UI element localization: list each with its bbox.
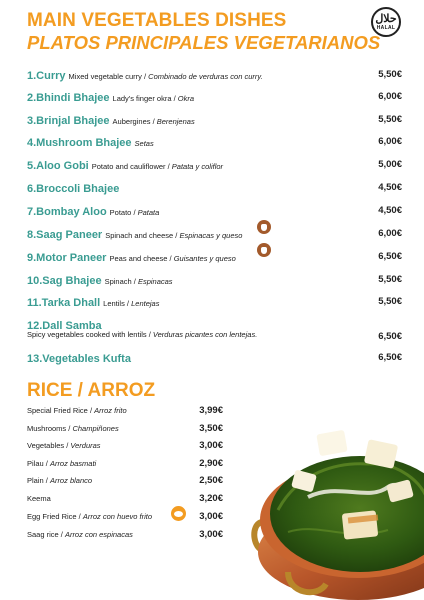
rice-name: Vegetables / [27, 441, 71, 450]
rice-row [27, 512, 223, 526]
dish-row [27, 349, 402, 369]
dish-name: 11.Tarka Dhall [27, 297, 101, 309]
dish-desc: Spinach / [104, 277, 138, 286]
rice-name-es: Champiñones [72, 424, 119, 433]
rice-name-es: Arroz con espinacas [64, 530, 133, 539]
dish-desc: Aubergines / [112, 117, 157, 126]
dish-name: 7.Bombay Aloo [27, 206, 107, 218]
dish-price: 6,00€ [378, 228, 402, 239]
rice-price: 3,20€ [199, 493, 223, 504]
rice-row [27, 441, 223, 455]
rice-price: 2,50€ [199, 475, 223, 486]
rice-section-title: RICE / ARROZ [27, 380, 156, 401]
dish-desc: Spicy vegetables cooked with lentils / [27, 330, 153, 339]
dish-desc-es: Lentejas [131, 299, 160, 308]
dish-name: 12.Dall Samba [27, 320, 102, 332]
dish-name: 10.Sag Bhajee [27, 275, 102, 287]
dish-price: 5,50€ [378, 274, 402, 285]
dish-desc-es: Combinado de verduras con curry. [148, 72, 263, 81]
dish-price: 5,50€ [378, 296, 402, 307]
dish-desc: Peas and cheese / [109, 254, 174, 263]
section-title-es: PLATOS PRINCIPALES VEGETARIANOS [27, 32, 381, 53]
dish-row [27, 316, 402, 346]
dish-row [27, 156, 402, 176]
rice-name-es: Arroz blanco [49, 476, 93, 485]
dish-desc-es: Patata y coliflor [171, 162, 224, 171]
dish-price: 6,50€ [378, 331, 402, 342]
rice-name: Plain / [27, 476, 50, 485]
rice-price: 3,50€ [199, 423, 223, 434]
dish-name: 6.Broccoli Bhajee [27, 183, 120, 195]
dish-price: 6,50€ [378, 352, 402, 363]
dish-desc-es: Guisantes y queso [173, 254, 236, 263]
dish-desc-es: Berenjenas [156, 117, 195, 126]
dish-row [27, 179, 402, 199]
dish-price: 5,50€ [378, 114, 402, 125]
rice-name-es: Verduras [70, 441, 101, 450]
dish-name: 9.Motor Paneer [27, 252, 107, 264]
dish-name: 1.Curry [27, 70, 66, 82]
halal-arabic-text: حلال [375, 12, 397, 25]
dish-row [27, 293, 402, 313]
dish-desc-es: Setas [134, 139, 154, 148]
dish-name: 4.Mushroom Bhajee [27, 137, 132, 149]
rice-name: Egg Fried Rice / [27, 512, 83, 521]
dish-desc: Spinach and cheese / [105, 231, 180, 240]
rice-row [27, 424, 223, 438]
dish-desc: Potato / [109, 208, 138, 217]
dish-name: 2.Bhindi Bhajee [27, 92, 110, 104]
rice-row [27, 476, 223, 490]
egg-icon [171, 506, 186, 521]
dish-row [27, 66, 402, 86]
rice-price: 2,90€ [199, 458, 223, 469]
halal-text: HALAL [376, 24, 396, 31]
dish-desc: Mixed vegetable curry / [68, 72, 149, 81]
dish-desc-es: Espinacas y queso [179, 231, 243, 240]
dish-desc-es: Patata [137, 208, 160, 217]
dish-name: 8.Saag Paneer [27, 229, 103, 241]
dish-price: 5,00€ [378, 159, 402, 170]
rice-name-es: Arroz frito [94, 406, 127, 415]
dish-row [27, 88, 402, 108]
dish-row [27, 248, 402, 268]
dish-price: 4,50€ [378, 182, 402, 193]
dish-name: 13.Vegetables Kufta [27, 353, 131, 365]
dish-price: 6,50€ [378, 251, 402, 262]
saag-paneer-photo [248, 402, 424, 600]
dish-row [27, 111, 402, 131]
rice-name: Pilau / [27, 459, 50, 468]
dish-row [27, 225, 402, 245]
dish-row [27, 202, 402, 222]
dish-price: 4,50€ [378, 205, 402, 216]
rice-price: 3,00€ [199, 529, 223, 540]
dish-desc-es: Espinacas [137, 277, 173, 286]
dish-desc: Potato and cauliflower / [91, 162, 172, 171]
rice-name: Saag rice / [27, 530, 65, 539]
halal-logo [371, 7, 401, 37]
dish-row [27, 133, 402, 153]
dish-price: 6,00€ [378, 136, 402, 147]
rice-price: 3,00€ [199, 511, 223, 522]
rice-name-es: Arroz basmati [49, 459, 97, 468]
cheese-icon [257, 220, 271, 234]
rice-price: 3,00€ [199, 440, 223, 451]
dish-name: 3.Brinjal Bhajee [27, 115, 110, 127]
dish-desc-es: Verduras picantes con lentejas. [152, 330, 258, 339]
dish-price: 5,50€ [378, 69, 402, 80]
dish-price: 6,00€ [378, 91, 402, 102]
dish-name: 5.Aloo Gobi [27, 160, 89, 172]
rice-name: Keema [27, 494, 51, 503]
cheese-icon [257, 243, 271, 257]
rice-row [27, 406, 223, 420]
rice-price: 3,99€ [199, 405, 223, 416]
rice-name-es: Arroz con huevo frito [82, 512, 153, 521]
dish-desc: Lady's finger okra / [112, 94, 178, 103]
section-title-en: MAIN VEGETABLES DISHES [27, 10, 287, 31]
dish-desc: Lentils / [103, 299, 132, 308]
rice-row [27, 494, 223, 508]
rice-name: Mushrooms / [27, 424, 73, 433]
rice-name: Special Fried Rice / [27, 406, 95, 415]
dish-desc-es: Okra [177, 94, 195, 103]
rice-row [27, 459, 223, 473]
rice-row [27, 530, 223, 544]
dish-row [27, 271, 402, 291]
